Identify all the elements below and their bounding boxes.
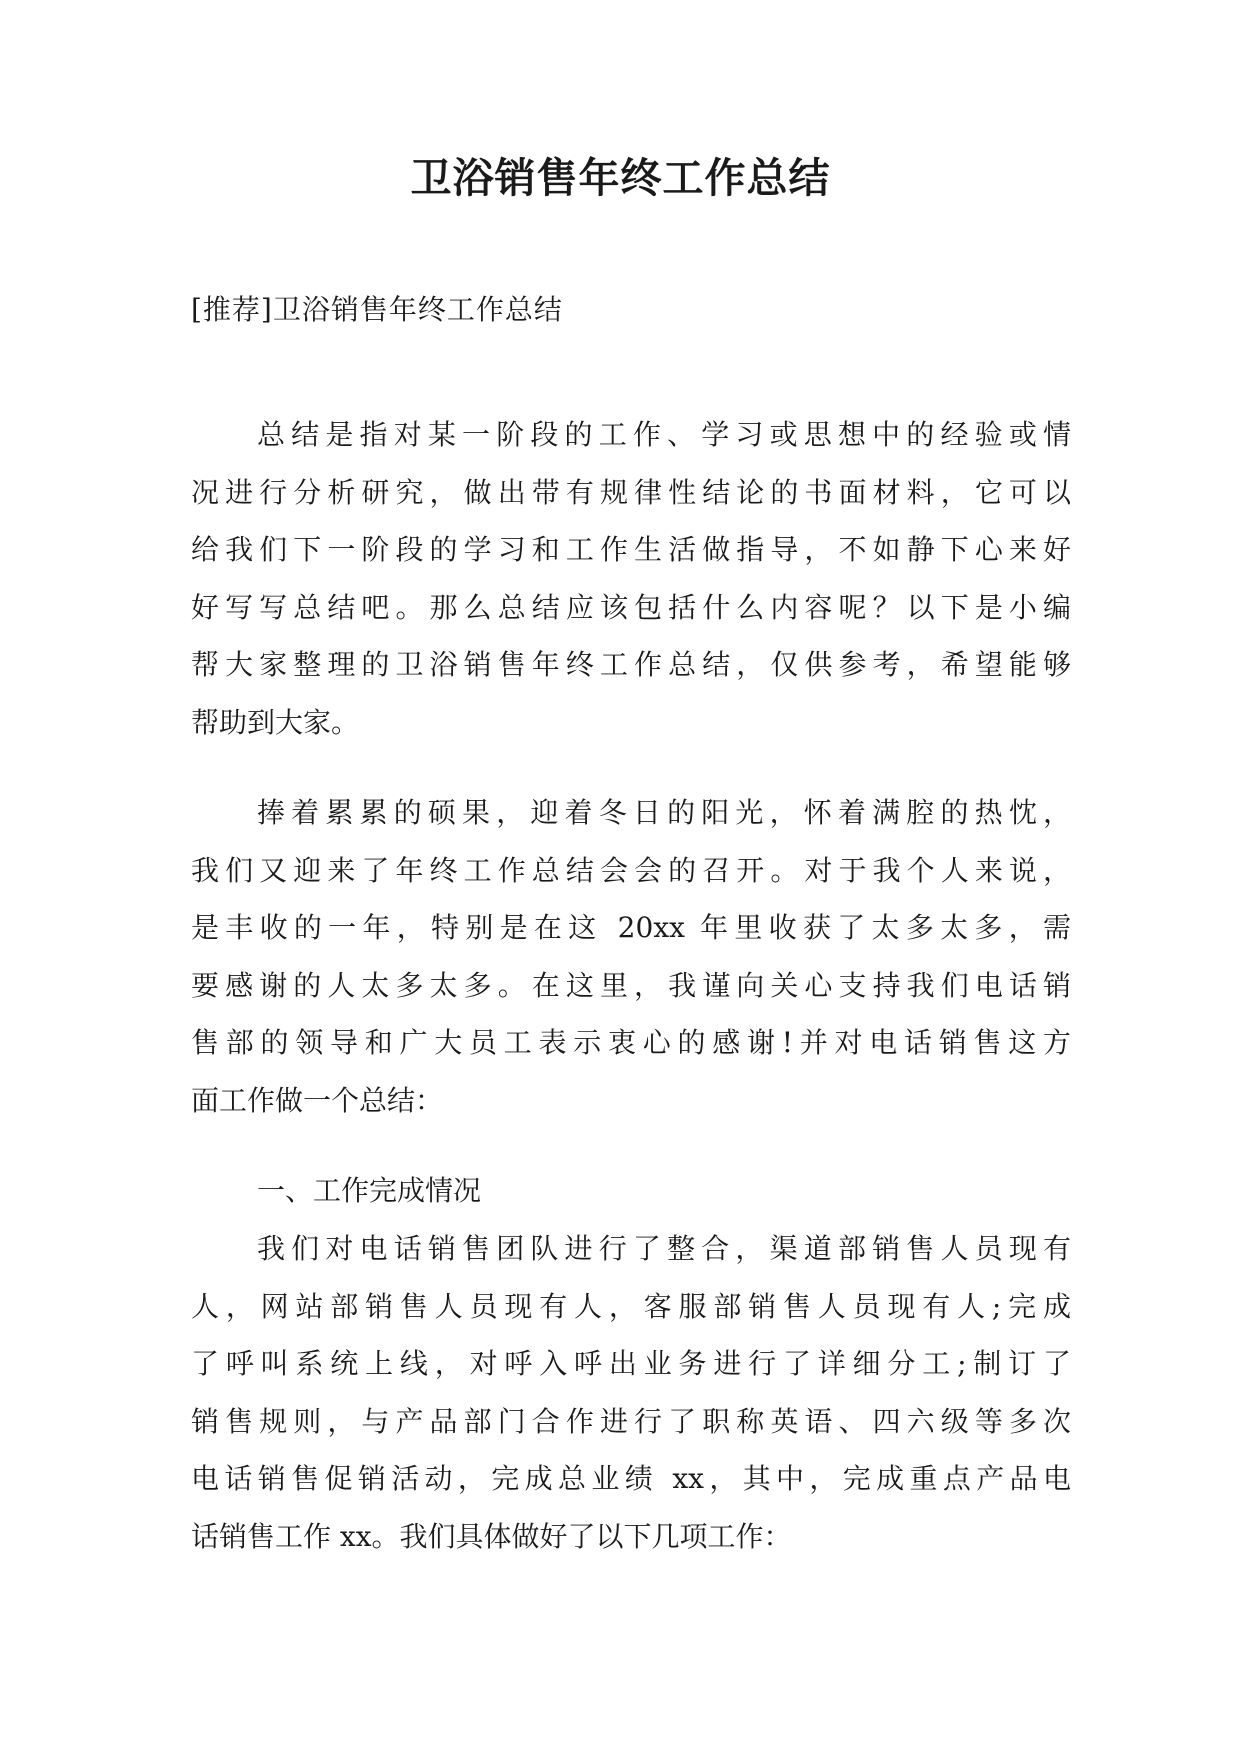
paragraph-line: 好写写总结吧。那么总结应该包括什么内容呢？以下是小编	[191, 590, 1071, 624]
paragraph-line: 是丰收的一年，特别是在这 20xx 年里收获了太多太多，需	[191, 911, 1071, 944]
intro-paragraph	[191, 406, 1071, 751]
paragraph-line: 捧着累累的硕果，迎着冬日的阳光，怀着满腔的热忱，	[257, 796, 1071, 829]
paragraph-line: 人，网站部销售人员现有人，客服部销售人员现有人;完成	[191, 1289, 1071, 1323]
section-heading: 一、工作完成情况	[257, 1174, 482, 1207]
paragraph-line: 电话销售促销活动，完成总业绩 xx，其中，完成重点产品电	[191, 1462, 1071, 1495]
paragraph-line: 了呼叫系统上线，对呼入呼出业务进行了详细分工;制订了	[191, 1347, 1071, 1380]
paragraph-line: 要感谢的人太多太多。在这里，我谨向关心支持我们电话销	[191, 968, 1071, 1002]
paragraph-line: 况进行分析研究，做出带有规律性结论的书面材料，它可以	[191, 475, 1071, 509]
document-title: 卫浴销售年终工作总结	[410, 154, 831, 202]
paragraph-line: 帮大家整理的卫浴销售年终工作总结，仅供参考，希望能够	[191, 648, 1071, 681]
paragraph-line: 话销售工作 xx。我们具体做好了以下几项工作：	[191, 1519, 792, 1553]
paragraph-line: 我们对电话销售团队进行了整合，渠道部销售人员现有	[257, 1232, 1071, 1265]
paragraph-line: 总结是指对某一阶段的工作、学习或思想中的经验或情	[257, 418, 1071, 451]
document-subtitle: [推荐]卫浴销售年终工作总结	[191, 293, 563, 326]
paragraph-line: 帮助到大家。	[191, 705, 360, 739]
paragraph-line: 我们又迎来了年终工作总结会会的召开。对于我个人来说，	[191, 853, 1071, 887]
paragraph-line: 面工作做一个总结：	[191, 1083, 444, 1117]
opening-paragraph	[191, 784, 1071, 1129]
work-completion-paragraph	[191, 1220, 1071, 1565]
paragraph-line: 售部的领导和广大员工表示衷心的感谢!并对电话销售这方	[191, 1026, 1071, 1059]
paragraph-line: 给我们下一阶段的学习和工作生活做指导，不如静下心来好	[191, 533, 1071, 566]
paragraph-line: 销售规则，与产品部门合作进行了职称英语、四六级等多次	[191, 1404, 1071, 1438]
